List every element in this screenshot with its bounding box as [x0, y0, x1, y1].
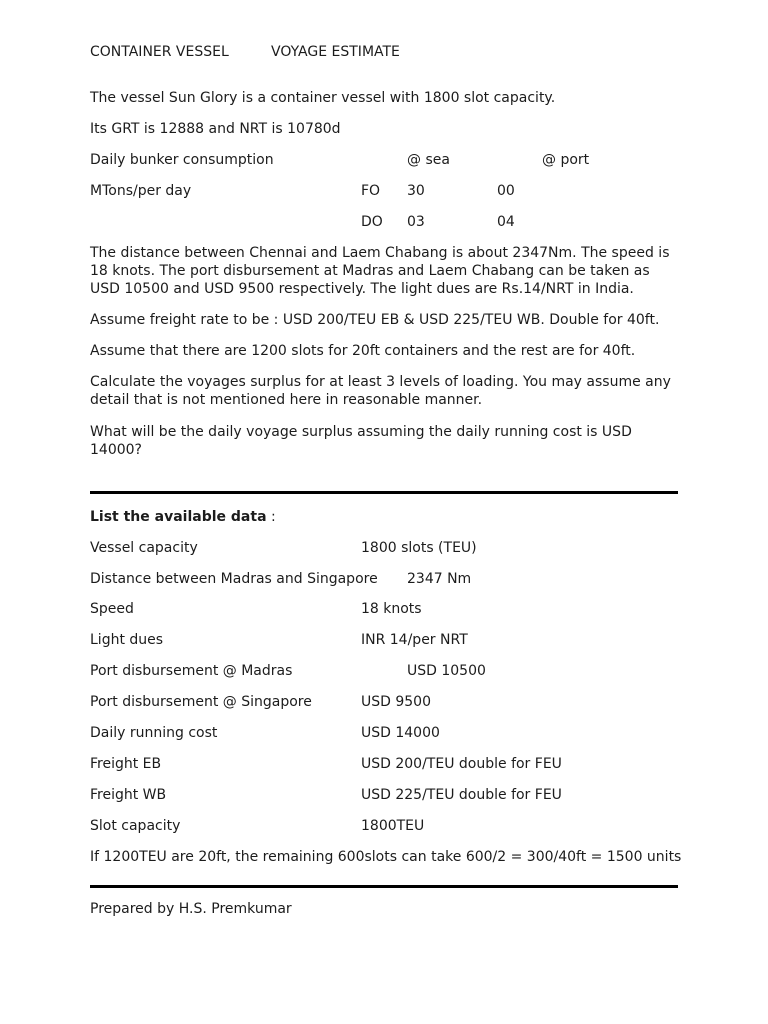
bunker-header-port: @ port [542, 152, 590, 168]
paragraph-slots: Assume that there are 1200 slots for 20ft containers and the rest are for 40ft. [90, 343, 636, 359]
bunker-header-sea: @ sea [407, 152, 450, 168]
bunker-do-port: 04 [497, 214, 515, 230]
bunker-do-sea: 03 [407, 214, 425, 230]
data-label-speed: Speed [90, 601, 134, 617]
bunker-fo-port: 00 [497, 183, 515, 199]
data-value-freight-eb: USD 200/TEU double for FEU [361, 756, 562, 772]
slot-calculation-note: If 1200TEU are 20ft, the remaining 600slots can take 600/2 = 300/40ft = 1500 units [90, 849, 682, 865]
section-divider-top [90, 491, 678, 494]
data-value-vessel-capacity: 1800 slots (TEU) [361, 540, 477, 556]
data-value-port-madras: USD 10500 [407, 663, 486, 679]
data-value-running-cost: USD 14000 [361, 725, 440, 741]
bunker-fo-sea: 30 [407, 183, 425, 199]
prepared-by: Prepared by H.S. Premkumar [90, 901, 292, 917]
paragraph-freight: Assume freight rate to be : USD 200/TEU EB & USD 225/TEU WB. Double for 40ft. [90, 312, 660, 328]
paragraph-question: What will be the daily voyage surplus assuming the daily running cost is USD 14000? [90, 424, 632, 458]
data-label-vessel-capacity: Vessel capacity [90, 540, 198, 556]
bunker-fuel-fo: FO [361, 183, 381, 199]
data-value-port-singapore: USD 9500 [361, 694, 431, 710]
doc-title-right: VOYAGE ESTIMATE [271, 44, 400, 60]
data-value-distance: 2347 Nm [407, 571, 472, 587]
data-label-running-cost: Daily running cost [90, 725, 218, 741]
intro-line-vessel: The vessel Sun Glory is a container vessel with 1800 slot capacity. [90, 90, 556, 106]
paragraph-distance: The distance between Chennai and Laem Chabang is about 2347Nm. The speed is 18 knots. The port disbursement at Madras and Laem Chabang can be taken as USD 10500 and USD 9500 respectively. The light dues are Rs.14/NRT in India. [90, 245, 670, 297]
data-label-light-dues: Light dues [90, 632, 164, 648]
bunker-fuel-do: DO [361, 214, 383, 230]
section-divider-bottom [90, 885, 678, 888]
data-label-port-singapore: Port disbursement @ Singapore [90, 694, 312, 710]
data-label-port-madras: Port disbursement @ Madras [90, 663, 293, 679]
data-value-slot-capacity: 1800TEU [361, 818, 425, 834]
intro-line-tonnage: Its GRT is 12888 and NRT is 10780d [90, 121, 341, 137]
doc-title-left: CONTAINER VESSEL [90, 44, 229, 60]
paragraph-calculate: Calculate the voyages surplus for at least 3 levels of loading. You may assume any detail that is not mentioned here in reasonable manner. [90, 374, 671, 408]
bunker-unit-label: MTons/per day [90, 183, 192, 199]
data-value-freight-wb: USD 225/TEU double for FEU [361, 787, 562, 803]
available-data-heading [90, 508, 276, 526]
available-data-heading-colon: : [266, 509, 276, 525]
bunker-label: Daily bunker consumption [90, 152, 274, 168]
data-value-speed: 18 knots [361, 601, 422, 617]
data-label-freight-eb: Freight EB [90, 756, 162, 772]
data-value-light-dues: INR 14/per NRT [361, 632, 468, 648]
data-label-distance: Distance between Madras and Singapore [90, 571, 378, 587]
data-label-freight-wb: Freight WB [90, 787, 167, 803]
data-label-slot-capacity: Slot capacity [90, 818, 181, 834]
available-data-heading-text: List the available data [90, 509, 267, 525]
